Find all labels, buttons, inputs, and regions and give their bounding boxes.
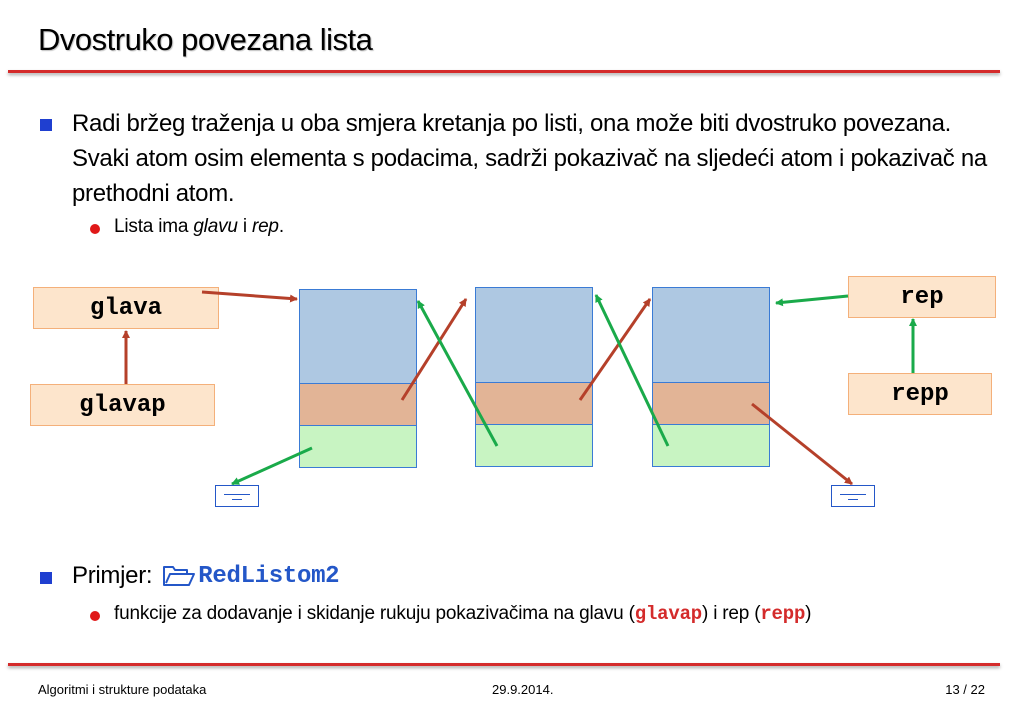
arrow-node2-next-up: [418, 301, 497, 446]
pointer-box-glavap: glavap: [30, 384, 215, 426]
footer-date: 29.9.2014.: [492, 682, 554, 697]
functions-text-suffix: ): [805, 603, 812, 624]
square-bullet-icon: [40, 572, 52, 584]
round-bullet-icon: [90, 611, 100, 621]
bullet-text-intro: Radi bržeg traženja u oba smjera kretanja po listi, ona može biti dvostruko povezana. Svaki atom osim elementa s podacima, sadrži pokazivač na sljedeći atom i pokazivač na prethodni atom.: [72, 110, 987, 207]
pointer-box-repp: repp: [848, 373, 992, 415]
slide-title: Dvostruko povezana lista: [38, 22, 373, 57]
folder-icon: [162, 565, 196, 587]
functions-text-mid: ) i rep (: [701, 603, 761, 624]
sub-text-prefix: Lista ima: [114, 216, 194, 237]
arrow-node3-next-up: [596, 295, 668, 446]
functions-text-prefix: funkcije za dodavanje i skidanje rukuju pokazivačima na glavu (: [114, 603, 635, 624]
term-glava: glavu: [193, 216, 238, 237]
arrow-node3-to-null: [752, 404, 852, 484]
footer-page-number: 13 / 22: [945, 682, 985, 697]
bullet-example: [72, 562, 339, 590]
arrow-node1-prev-up: [402, 299, 466, 400]
sub-text-mid: i: [237, 216, 252, 237]
footer-divider: [8, 663, 1000, 666]
pointer-box-glava: glava: [33, 287, 219, 329]
term-rep: rep: [251, 216, 279, 237]
footer-course: Algoritmi i strukture podataka: [38, 682, 207, 697]
code-repp: repp: [760, 603, 806, 625]
example-link-text[interactable]: RedListom2: [198, 562, 340, 590]
arrow-node1-next-to-null: [232, 448, 312, 484]
example-link[interactable]: [162, 563, 339, 590]
example-label: Primjer:: [72, 562, 153, 589]
pointer-box-rep: rep: [848, 276, 996, 318]
arrow-rep-to-node3: [776, 296, 848, 303]
sub-bullet-functions: [114, 603, 811, 625]
code-glavap: glavap: [634, 603, 702, 625]
arrow-glava-to-node1: [202, 292, 297, 299]
sub-text-suffix: .: [278, 216, 284, 237]
